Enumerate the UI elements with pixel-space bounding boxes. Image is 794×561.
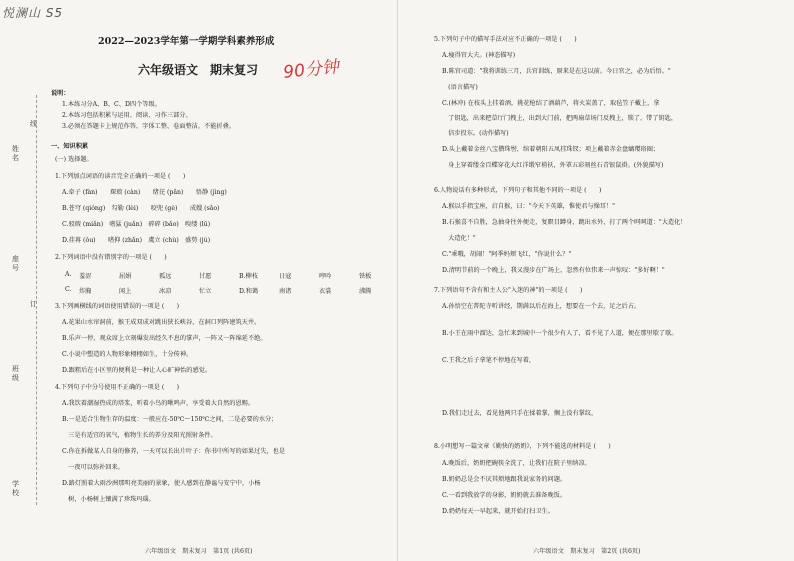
question-5-option-b: B.陈官司道："我将训练三月，兵官训练，原来是在这以前。今日官之，必为后悟。" [442, 68, 671, 75]
instructions-label: 说明： [51, 90, 70, 97]
word-row-2 [65, 286, 399, 295]
question-8: 8.小明想写一篇文章《勤快的奶奶》，下列不能选的材料是 ( ) [434, 443, 611, 450]
word-row-1 [65, 271, 399, 280]
question-4-option-b-cont: 三是有适宜的氧气，植物生长的养分及阳光照射条件。 [62, 432, 217, 439]
sidebar-bind-mark: 订 [30, 300, 37, 308]
question-4-option-d-cont: 树，小杨树上镶满了珍珠玛瑙。 [62, 496, 155, 503]
right-page [397, 0, 794, 561]
subject-title: 六年级语文 期末复习 [138, 63, 259, 77]
question-6-option-b-cont: 大造化！" [442, 235, 476, 242]
instruction-1: 1.本练习分A、B、C、D四个等级。 [62, 101, 161, 108]
word-cell: 沸腾 [359, 288, 372, 295]
binding-line [36, 95, 37, 505]
question-8-option-c: C.一看到我放学的身影，奶奶就去准备晚饭。 [442, 492, 567, 499]
question-4-option-d: D.路灯照着大雨沙洲那明亮美丽的景象，使人感到在静谧与安宁中，小杨 [62, 480, 261, 487]
question-7-option-d: D.我们走过去，看见他两只手在揉着掌，搁上没有掌纹， [442, 410, 598, 417]
sidebar-class: 班级 [12, 365, 19, 382]
instruction-3: 3.必须在答题卡上规范作答，字体工整、卷面整洁，不能折叠。 [62, 123, 235, 130]
question-5-option-b-cont: (语言描写) [442, 84, 478, 91]
sidebar-line-mark: 线 [30, 120, 37, 128]
question-3: 3.下列画横线的词语使用错误的一项是 ( ) [55, 303, 180, 310]
word-cell: 南诸 [279, 288, 292, 295]
question-4-option-c-cont: 一夜可以弥补回来。 [62, 464, 124, 471]
question-1-option-d: D.荏苒 (ǒu) 嗜抑 (zhǎn) 虞立 (chù) 盛势 (jù) [62, 237, 211, 244]
word-row-label: C. [65, 286, 72, 293]
word-cell: 哼吟 [319, 273, 332, 280]
question-6: 6.人物说话有多种形式，下列句子和其他不同的一项是 ( ) [434, 187, 602, 194]
question-8-option-d: D.奶奶每天一早起来，就开始打扫卫生。 [442, 508, 554, 515]
question-5-option-d: D.头上戴着金丝八宝攒珠髻，绾着朝阳五凤挂珠钗；项上戴着赤金盘螭璎珞圈； [442, 146, 660, 153]
question-2: 2.下列词语中没有错别字的一项是 ( ) [55, 254, 167, 261]
word-cell: B.柳枝 [239, 273, 258, 280]
question-6-option-b: B.石猴喜不自胜，急抽身往外便走，复瞑目蹲身，跳出水外，打了两个呵呵道："大造化！ [442, 219, 687, 226]
question-8-option-b: B.奶奶总是会不厌其烦地跟我说家务的问题。 [442, 476, 567, 483]
question-3-option-a: A.花果山水帘洞前，猴王成双成对跳出狭长峡谷，在洞口列阵建筑天井。 [62, 319, 261, 326]
word-cell: 日寇 [279, 273, 292, 280]
word-cell: D.和蔼 [239, 288, 259, 295]
page-footer-right: 六年级语文 期末复习 第2页 (共6页) [533, 548, 641, 555]
word-cell: 羞涩 [79, 273, 92, 280]
sidebar-name: 姓名 [12, 145, 19, 162]
word-cell: 屈娟 [119, 273, 132, 280]
question-3-option-c: C.小说中塑造的人物形象栩栩如生，十分传神。 [62, 351, 193, 358]
handwritten-time: 90分钟 [282, 57, 340, 83]
question-6-option-a: A.猴以手指宝座，启自猴，曰："今天下英雄，惟使君与操耳！" [442, 203, 616, 210]
question-5: 5.下列句子中的描写手法对应不正确的一项是 ( ) [434, 36, 577, 43]
word-cell: 冰凉 [159, 288, 172, 295]
page-footer-left: 六年级语文 期末复习 第1页 (共6页) [145, 548, 253, 555]
word-cell: 孤远 [159, 273, 172, 280]
question-8-option-a: A.晚饭后，奶奶把碗筷全洗了，让我们在院子里纳凉。 [442, 460, 591, 467]
word-cell: 铁板 [359, 273, 372, 280]
question-7-option-a: A.孙悟空在普陀寺听讲经，期满以后在海上，想要在一个去，足之后占。 [442, 303, 641, 310]
question-4-option-c: C.你在拆做某人自身的修养，一天可以长出片叶子：你书中所写的如果过失，也是 [62, 448, 286, 455]
subsection-heading: (一) 选择题。 [55, 156, 93, 163]
question-5-option-c: C.(林冲) 在枝头上挂着酒，挑花枪结了酒葫芦，将火炭盖了，取毡笠子戴上，拿 [442, 100, 660, 107]
section-heading: 一、知识积累 [51, 143, 89, 150]
handwritten-note: 悦澜山 S5 [2, 6, 64, 20]
question-5-option-a: A.瘦得官大夫。(神态描写) [442, 52, 516, 59]
question-1-option-b: B.苍穹 (qióng) 勾勒 (lèi) 咬兜 (gè) 成嫂 (sǎo) [62, 205, 220, 212]
question-6-option-c: C."乖哦，胡闹！"阿季妈颊飞红，"你说什么？" [442, 251, 572, 258]
question-4-option-a: A.我饮着潮湿热成的塔浆，听着小鸟的啾鸣声，享受着大自然的恩赐。 [62, 400, 255, 407]
exam-title: 2022—2023学年第一学期学科素养形成 [98, 36, 275, 47]
sidebar-school: 学校 [12, 480, 19, 497]
instruction-2: 2.本练习包括积累与运用、阅读、习作三部分。 [62, 112, 192, 119]
sidebar-seat: 座号 [12, 255, 19, 272]
word-cell: 忙立 [199, 288, 212, 295]
question-3-option-d: D.跟粗后在小区里的便利是一种让人心旷神怡的感觉。 [62, 367, 212, 374]
question-5-option-d-cont: 身上穿着缕金百蝶穿花大红洋缎窄褃袄，外罩五彩刻丝石青银鼠褂。(外貌描写) [442, 162, 664, 169]
question-1: 1.下列加点词语的读音完全正确的一项是 ( ) [55, 173, 186, 180]
question-7: 7.下列语句不含有和主人公"入迷的神"的一项是 ( ) [434, 287, 583, 294]
question-3-option-b: B.乐声一停，观众席上立刻爆发出经久不息的掌声，一阵又一阵绵延不绝。 [62, 335, 267, 342]
word-cell: 甘愿 [199, 273, 212, 280]
question-1-option-a: A.牵子 (fàn) 琛琅 (càn) 绪芘 (pǎn) 悟静 (jìng) [62, 189, 227, 196]
word-cell: 炸胸 [79, 288, 92, 295]
word-cell: 衣裳 [319, 288, 332, 295]
question-7-option-c: C.王我之后子拿笔不停地在写着， [442, 357, 536, 364]
question-5-option-c-cont: 了钥匙，出来把草厅门拽上，出到大门前，把两扇草场门反拽上，锁了，带了钥匙， [442, 115, 678, 122]
question-4: 4.下列句子中分号使用不正确的一项是 ( ) [55, 384, 180, 391]
question-1-option-c: C.驳瑕 (miǎn) 嗜猛 (juǎn) 碎碎 (bǎo) 嗅缕 (lǔ) [62, 221, 211, 228]
question-6-option-d: D.清明节前的一个晚上，我又漫步在广场上，忽然有位伟来一声惊叹："多好啊！" [442, 267, 665, 274]
question-5-option-c-end: 信步投东。(动作描写) [442, 130, 509, 137]
word-row-label: A. [65, 271, 72, 278]
word-cell: 闲上 [119, 288, 132, 295]
question-7-option-b: B.小王在雨中溜达，急忙来到城中一个很少有人了，看不见了人道，便在那里歇了歇。 [442, 330, 678, 337]
question-4-option-b: B.一是适合生物生存的温度：一般应在-50℃～150℃之间，二是必要的水分； [62, 416, 278, 423]
